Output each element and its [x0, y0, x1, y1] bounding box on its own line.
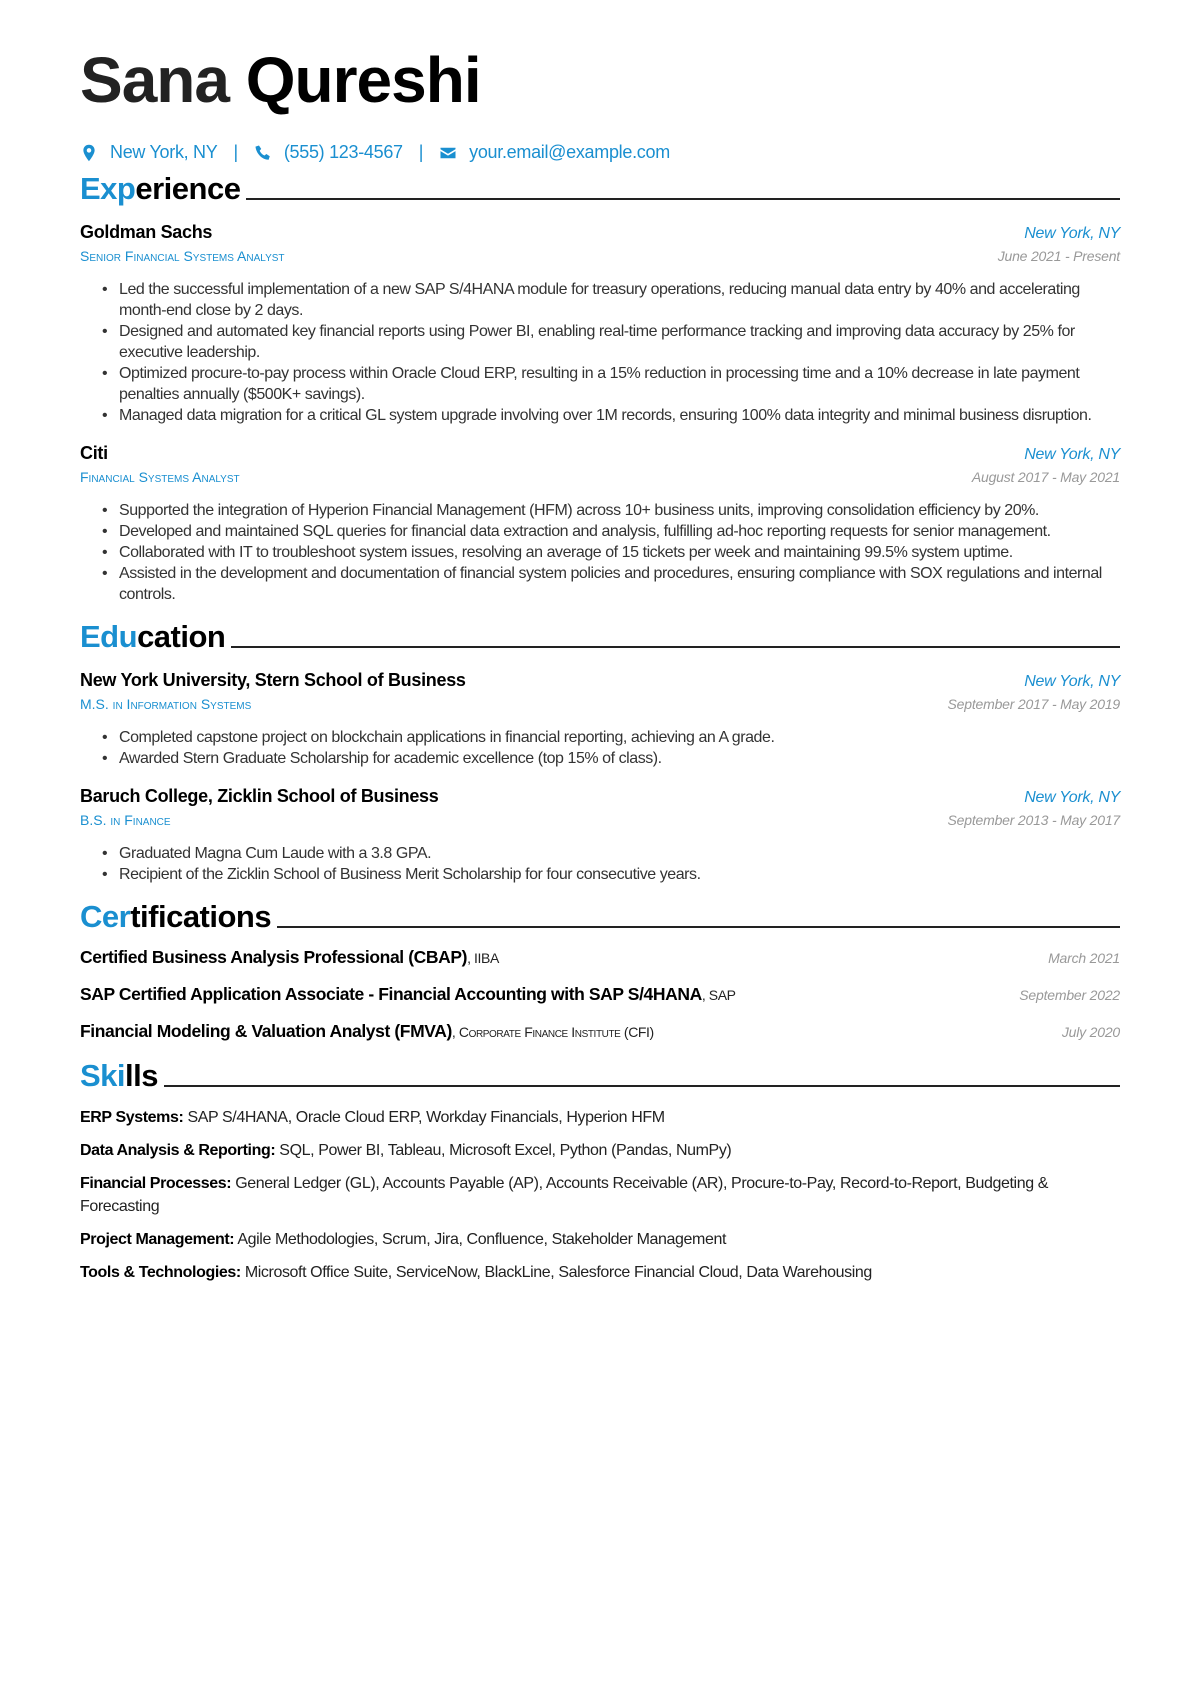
bullet-list [102, 843, 1120, 885]
entry-education [80, 667, 1120, 769]
skill-row [80, 1228, 1120, 1251]
divider [246, 198, 1120, 200]
certification-title [80, 984, 736, 1005]
bullet-item: • Led the successful implementation of a new SAP S/4HANA module for treasury operations, reducing manual data entry by 40% and accelerating month-end close by 2 days. [102, 279, 1120, 321]
bullet-item: • Awarded Stern Graduate Scholarship for academic excellence (top 15% of class). [102, 748, 1120, 769]
bullet-item: • Graduated Magna Cum Laude with a 3.8 GPA. [102, 843, 1120, 864]
entry-subheader [80, 466, 1120, 488]
date-range: September 2017 - May 2019 [947, 696, 1120, 712]
skill-category: Tools & Technologies: [80, 1264, 241, 1281]
role-title: Senior Financial Systems Analyst [80, 248, 285, 264]
certification-title [80, 947, 499, 968]
date-range: September 2013 - May 2017 [947, 812, 1120, 828]
certification-issuer: , SAP [701, 987, 736, 1003]
role-title: B.S. in Finance [80, 812, 171, 828]
certification-date: July 2020 [1061, 1024, 1120, 1040]
entry-experience [80, 440, 1120, 605]
skill-values: SAP S/4HANA, Oracle Cloud ERP, Workday Financials, Hyperion HFM [183, 1109, 665, 1126]
map-pin-icon [80, 144, 98, 162]
section-experience [80, 171, 1120, 207]
section-certifications [80, 899, 1120, 935]
skill-category: Data Analysis & Reporting: [80, 1142, 276, 1159]
bullet-list [102, 279, 1120, 426]
bullet-item: • Collaborated with IT to troubleshoot system issues, resolving an average of 15 tickets per week and maintaining 99.5% system uptime. [102, 542, 1120, 563]
skill-row [80, 1261, 1120, 1284]
bullet-list [102, 727, 1120, 769]
entry-subheader [80, 809, 1120, 831]
skill-category: Project Management: [80, 1231, 235, 1248]
entry-header [80, 667, 1120, 693]
date-range: June 2021 - Present [997, 248, 1120, 264]
section-education [80, 619, 1120, 655]
role-title: M.S. in Information Systems [80, 696, 252, 712]
separator: | [418, 142, 424, 162]
entry-header [80, 219, 1120, 245]
certification-item [80, 947, 1120, 968]
organization: Citi [80, 443, 108, 463]
entry-header [80, 440, 1120, 466]
certification-name: SAP Certified Application Associate - Financial Accounting with SAP S/4HANA [80, 984, 702, 1004]
bullet-item: • Supported the integration of Hyperion Financial Management (HFM) across 10+ business units, improving consolidation efficiency by 20%. [102, 500, 1120, 521]
certification-date: September 2022 [1019, 987, 1120, 1003]
section-heading: Certifications [80, 899, 272, 934]
bullet-item: • Managed data migration for a critical GL system upgrade involving over 1M records, ensuring 100% data integrity and minimal business disruption. [102, 405, 1120, 426]
location: New York, NY [1024, 789, 1120, 806]
bullet-item: • Recipient of the Zicklin School of Business Merit Scholarship for four consecutive years. [102, 864, 1120, 885]
skill-values: SQL, Power BI, Tableau, Microsoft Excel, Python (Pandas, NumPy) [275, 1142, 732, 1159]
skill-values: Agile Methodologies, Scrum, Jira, Confluence, Stakeholder Management [234, 1231, 727, 1248]
certification-issuer: , Corporate Finance Institute (CFI) [451, 1024, 654, 1040]
entry-subheader [80, 693, 1120, 715]
entry-experience [80, 219, 1120, 426]
date-range: August 2017 - May 2021 [971, 469, 1120, 485]
certification-name: Financial Modeling & Valuation Analyst (FMVA) [80, 1021, 452, 1041]
section-heading: Education [80, 619, 226, 654]
bullet-item: • Designed and automated key financial reports using Power BI, enabling real-time performance tracking and improving data accuracy by 25% for executive leadership. [102, 321, 1120, 363]
entry-header [80, 783, 1120, 809]
certification-title [80, 1021, 654, 1042]
entry-subheader [80, 245, 1120, 267]
certification-issuer: , IIBA [467, 950, 499, 966]
certification-name: Certified Business Analysis Professional (CBAP) [80, 947, 468, 967]
certification-item [80, 984, 1120, 1005]
skill-row [80, 1172, 1120, 1218]
location: New York, NY [1024, 446, 1120, 463]
organization: Goldman Sachs [80, 222, 213, 242]
bullet-item: • Assisted in the development and documentation of financial system policies and procedures, ensuring compliance with SOX regulations and internal controls. [102, 563, 1120, 605]
skill-values: General Ledger (GL), Accounts Payable (AP), Accounts Receivable (AR), Procure-to-Pay, Record-to-Report, Budgeting & Forecasting [80, 1175, 1049, 1215]
organization: New York University, Stern School of Business [80, 670, 466, 690]
certification-date: March 2021 [1048, 950, 1120, 966]
phone-link[interactable]: (555) 123-4567 [283, 142, 403, 162]
skill-row [80, 1139, 1120, 1162]
skill-row [80, 1106, 1120, 1129]
organization: Baruch College, Zicklin School of Business [80, 786, 439, 806]
divider [277, 926, 1120, 928]
divider [164, 1085, 1120, 1087]
contact-bar [80, 142, 1120, 163]
skill-values: Microsoft Office Suite, ServiceNow, BlackLine, Salesforce Financial Cloud, Data Warehousing [240, 1264, 872, 1281]
location: New York, NY [1024, 225, 1120, 242]
phone-icon [254, 144, 272, 162]
certification-item [80, 1021, 1120, 1042]
location: New York, NY [1024, 673, 1120, 690]
email-link[interactable]: your.email@example.com [469, 142, 670, 162]
bullet-item: • Developed and maintained SQL queries for financial data extraction and analysis, fulfilling ad-hoc reporting requests for senior management. [102, 521, 1120, 542]
entry-education [80, 783, 1120, 885]
section-skills [80, 1058, 1120, 1094]
resume [80, 40, 1120, 1294]
envelope-icon [439, 144, 457, 162]
skill-category: ERP Systems: [80, 1109, 184, 1126]
bullet-item: • Completed capstone project on blockchain applications in financial reporting, achieving an A grade. [102, 727, 1120, 748]
candidate-name: Sana Qureshi [80, 44, 481, 116]
separator: | [233, 142, 238, 162]
section-heading: Skills [80, 1058, 158, 1093]
location-link[interactable]: New York, NY [110, 142, 218, 162]
bullet-item: • Optimized procure-to-pay process within Oracle Cloud ERP, resulting in a 15% reduction in processing time and a 10% decrease in late payment penalties annually ($500K+ savings). [102, 363, 1120, 405]
skill-category: Financial Processes: [80, 1175, 232, 1192]
role-title: Financial Systems Analyst [80, 469, 240, 485]
section-heading: Experience [80, 171, 241, 206]
divider [231, 646, 1120, 648]
bullet-list [102, 500, 1120, 605]
